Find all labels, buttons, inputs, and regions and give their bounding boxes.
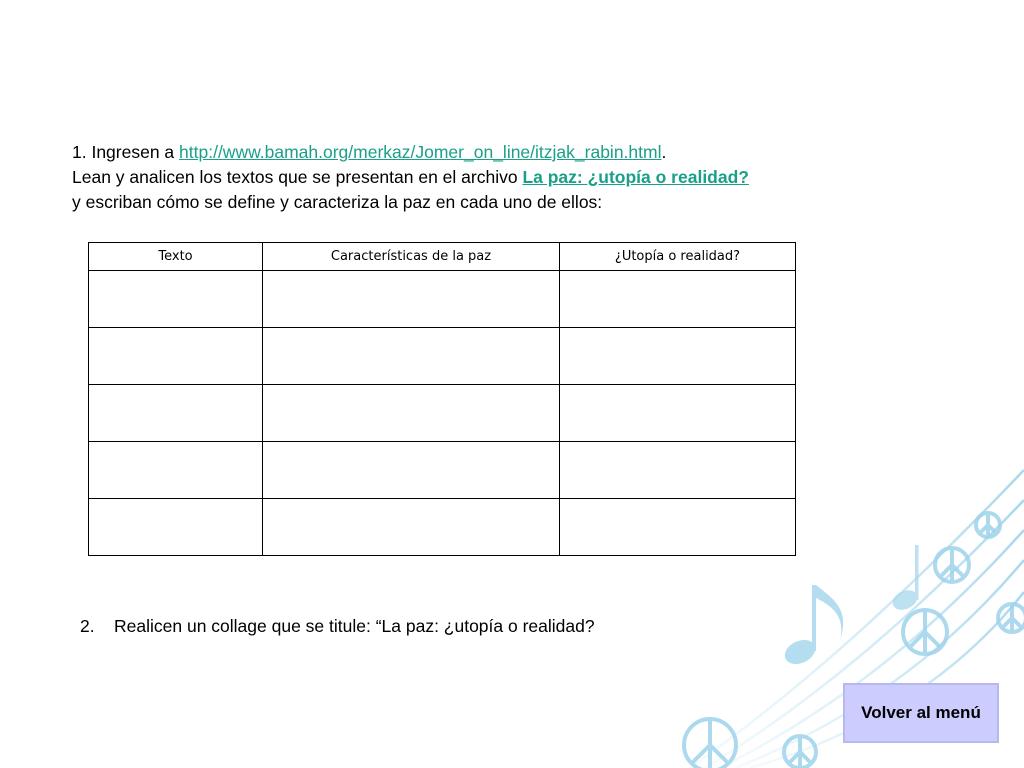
header-caracteristicas: Características de la paz (263, 243, 560, 271)
header-texto: Texto (89, 243, 263, 271)
table-header-row (89, 243, 796, 271)
table-cell[interactable] (560, 499, 796, 556)
table-row (89, 442, 796, 499)
header-utopia-realidad: ¿Utopía o realidad? (560, 243, 796, 271)
table-cell[interactable] (263, 499, 560, 556)
table-cell[interactable] (89, 271, 263, 328)
bamah-link[interactable]: http://www.bamah.org/merkaz/Jomer_on_line/itzjak_rabin.html (179, 142, 662, 162)
music-note-icon (781, 585, 843, 669)
table-row (89, 271, 796, 328)
analysis-table (88, 242, 796, 556)
table-row (89, 328, 796, 385)
table-cell[interactable] (263, 385, 560, 442)
peace-symbol-icon (784, 736, 816, 768)
step-2-number: 2. (80, 616, 95, 636)
peace-symbol-icon (976, 513, 1000, 537)
table-cell[interactable] (263, 328, 560, 385)
instruction-line-3: y escriban cómo se define y caracteriza la paz en cada uno de ellos: (72, 192, 603, 212)
instructions-block (72, 140, 872, 215)
step-2-text: Realicen un collage que se titule: “La paz: ¿utopía o realidad? (114, 616, 595, 636)
file-link[interactable]: La paz: ¿utopía o realidad? (522, 167, 749, 187)
table-cell[interactable] (89, 328, 263, 385)
peace-symbol-icon (684, 719, 736, 768)
step-2-instruction (80, 616, 595, 637)
table-cell[interactable] (263, 442, 560, 499)
peace-symbol-icon (998, 604, 1024, 632)
table-cell[interactable] (560, 385, 796, 442)
table-cell[interactable] (89, 385, 263, 442)
music-note-icon (889, 545, 920, 614)
instruction-line-1: 1. Ingresen a http://www.bamah.org/merkaz/Jomer_on_line/itzjak_rabin.html. (72, 142, 667, 162)
table-cell[interactable] (89, 499, 263, 556)
peace-symbol-icon (935, 548, 969, 582)
table-cell[interactable] (263, 271, 560, 328)
table-cell[interactable] (560, 271, 796, 328)
peace-symbol-icon (903, 610, 947, 654)
instruction-line-2: Lean y analicen los textos que se presentan en el archivo La paz: ¿utopía o realidad? (72, 167, 749, 187)
back-to-menu-button[interactable]: Volver al menú (843, 683, 999, 743)
table-row (89, 499, 796, 556)
table-row (89, 385, 796, 442)
table-cell[interactable] (560, 442, 796, 499)
table-cell[interactable] (560, 328, 796, 385)
table-cell[interactable] (89, 442, 263, 499)
